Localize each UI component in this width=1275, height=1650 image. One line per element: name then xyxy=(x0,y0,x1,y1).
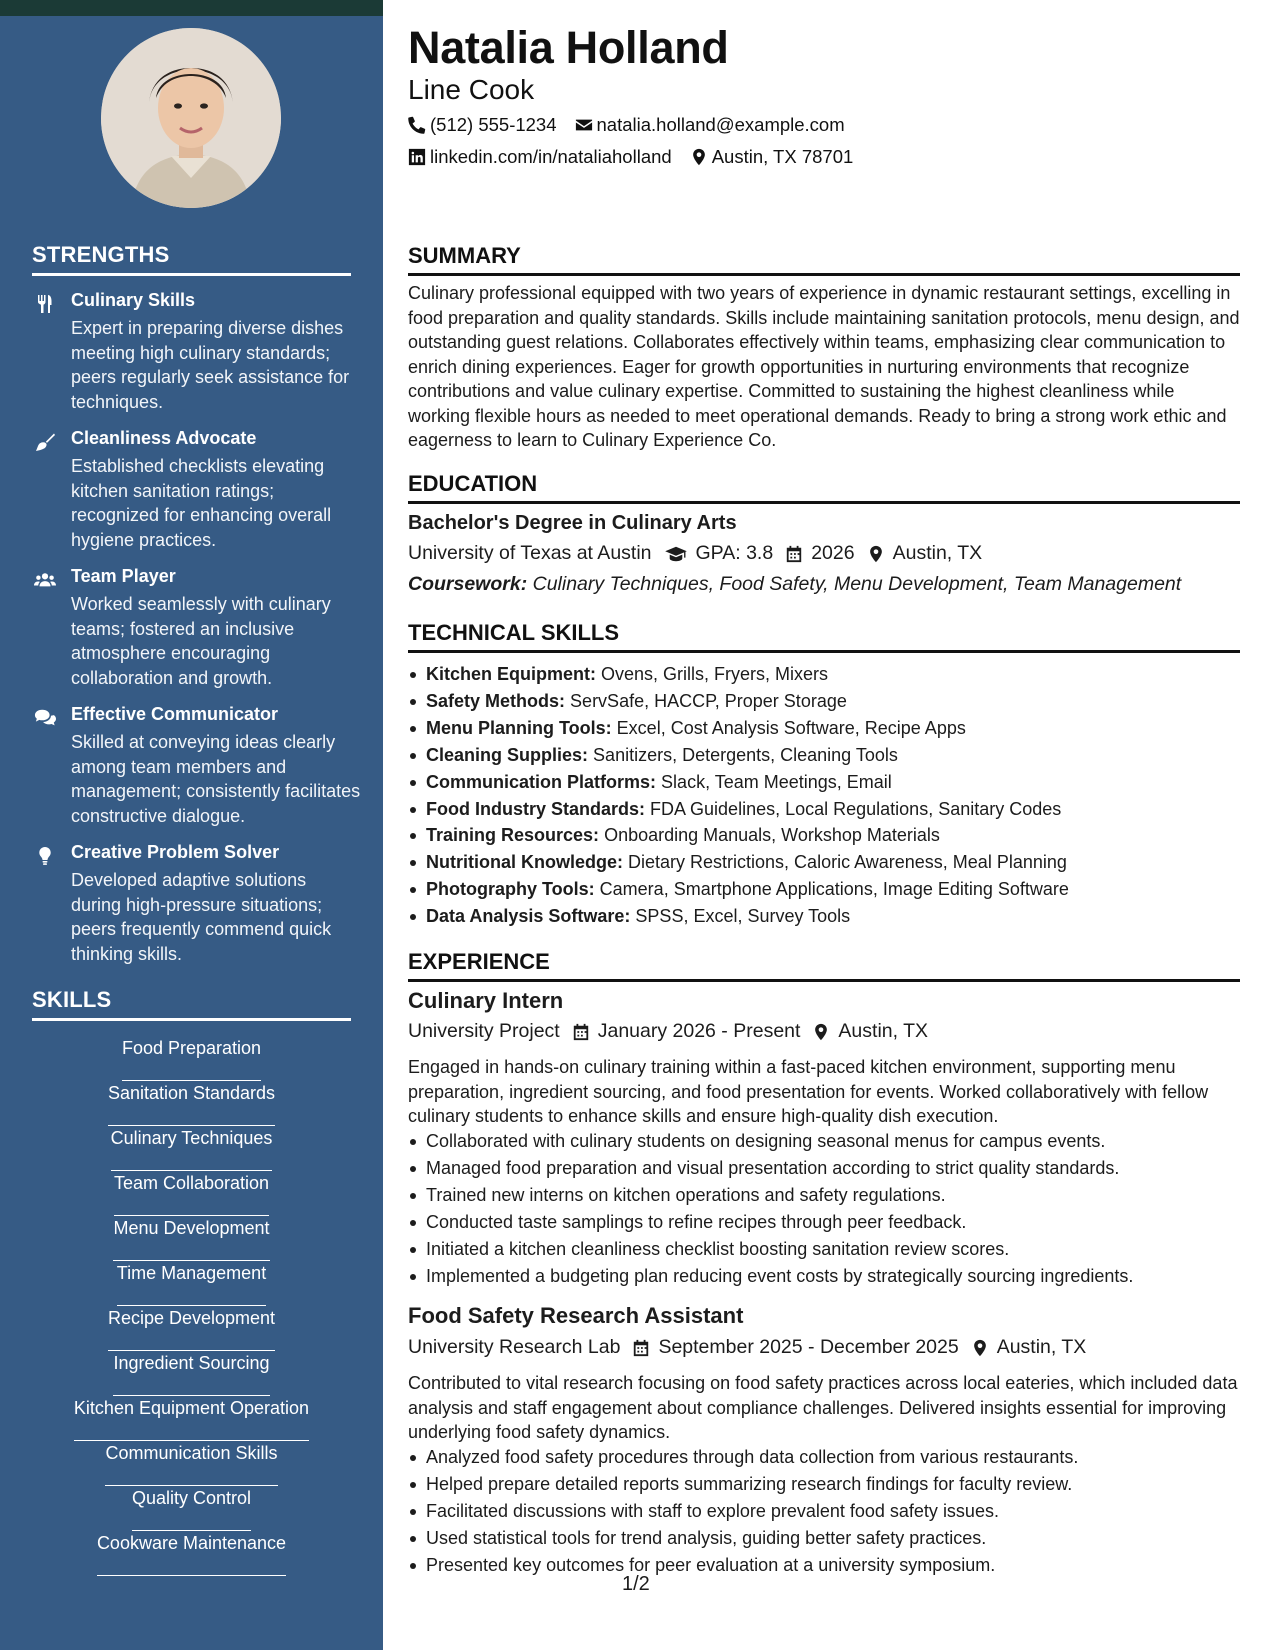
list-item: Food Industry Standards: FDA Guidelines, Local Regulations, Sanitary Codes xyxy=(408,796,1240,823)
job-dates: September 2025 - December 2025 xyxy=(658,1336,959,1358)
education-location: Austin, TX xyxy=(892,542,983,564)
strength-title: Culinary Skills xyxy=(71,290,196,310)
sidebar xyxy=(0,0,383,1650)
technical-skills-list xyxy=(408,661,1240,930)
list-item: Training Resources: Onboarding Manuals, Workshop Materials xyxy=(408,822,1240,849)
skills-list xyxy=(32,1036,351,1576)
list-item: Kitchen Equipment: Ovens, Grills, Fryers, Mixers xyxy=(408,661,1240,688)
list-item: Data Analysis Software: SPSS, Excel, Survey Tools xyxy=(408,903,1240,930)
map-pin-icon xyxy=(971,1339,989,1357)
job-meta xyxy=(408,1020,928,1043)
school-name: University of Texas at Austin xyxy=(408,542,652,564)
experience-heading: EXPERIENCE xyxy=(408,949,1240,982)
strength-description: Expert in preparing diverse dishes meeting high culinary standards; peers regularly seek assistance for techniques. xyxy=(71,318,350,412)
users-icon xyxy=(32,569,58,591)
education-meta xyxy=(408,542,982,565)
job-organization: University Research Lab xyxy=(408,1336,621,1358)
envelope-icon xyxy=(575,116,593,134)
degree-title: Bachelor's Degree in Culinary Arts xyxy=(408,512,737,534)
page-number: 1/2 xyxy=(622,1573,650,1595)
candidate-name: Natalia Holland xyxy=(408,22,729,73)
list-item: Collaborated with culinary students on designing seasonal menus for campus events. xyxy=(408,1128,1240,1155)
utensils-icon xyxy=(32,293,58,315)
skill-tag: Time Management xyxy=(32,1261,351,1306)
sidebar-top-bar xyxy=(0,0,383,16)
skill-tag: Team Collaboration xyxy=(32,1171,351,1216)
list-item: Communication Platforms: Slack, Team Meetings, Email xyxy=(408,769,1240,796)
lightbulb-icon xyxy=(32,845,58,867)
list-item: Presented key outcomes for peer evaluation at a university symposium. xyxy=(408,1552,1240,1579)
technical-skills-heading: TECHNICAL SKILLS xyxy=(408,620,1240,653)
list-item: Helped prepare detailed reports summarizing research findings for faculty review. xyxy=(408,1471,1240,1498)
skill-tag: Communication Skills xyxy=(32,1441,351,1486)
education-heading: EDUCATION xyxy=(408,471,1240,504)
calendar-icon xyxy=(785,545,803,563)
profile-photo xyxy=(101,28,281,208)
skill-tag: Food Preparation xyxy=(32,1036,351,1081)
linkedin-icon xyxy=(408,148,426,166)
comments-icon xyxy=(32,707,58,729)
graduation-year: 2026 xyxy=(811,542,855,564)
broom-icon xyxy=(32,431,58,453)
job-title: Culinary Intern xyxy=(408,988,564,1013)
map-pin-icon xyxy=(867,545,885,563)
skill-tag: Ingredient Sourcing xyxy=(32,1351,351,1396)
summary-heading: SUMMARY xyxy=(408,243,1240,276)
job-dates: January 2026 - Present xyxy=(597,1020,801,1042)
job-role: Line Cook xyxy=(408,74,535,105)
list-item: Used statistical tools for trend analysis, guiding better safety practices. xyxy=(408,1525,1240,1552)
map-pin-icon xyxy=(812,1023,830,1041)
map-pin-icon xyxy=(690,148,708,166)
calendar-icon xyxy=(632,1339,650,1357)
coursework-list: Culinary Techniques, Food Safety, Menu Development, Team Management xyxy=(532,573,1182,595)
strength-description: Established checklists elevating kitchen sanitation ratings; recognized for enhancing overall hygiene practices. xyxy=(71,456,332,550)
gpa-text: GPA: 3.8 xyxy=(695,542,774,564)
strength-description: Worked seamlessly with culinary teams; fostered an inclusive atmosphere encouraging collaboration and growth. xyxy=(71,594,331,688)
strength-title: Creative Problem Solver xyxy=(71,842,280,862)
calendar-icon xyxy=(572,1023,590,1041)
coursework-label: Coursework: xyxy=(408,573,528,595)
linkedin-link[interactable]: linkedin.com/in/nataliaholland xyxy=(430,146,672,167)
list-item: Initiated a kitchen cleanliness checklist boosting sanitation review scores. xyxy=(408,1236,1240,1263)
coursework-line xyxy=(408,573,1181,596)
phone-number[interactable]: (512) 555-1234 xyxy=(430,114,557,135)
job-bullets xyxy=(408,1444,1240,1579)
list-item: Safety Methods: ServSafe, HACCP, Proper Storage xyxy=(408,688,1240,715)
strength-description: Developed adaptive solutions during high-pressure situations; peers frequently commend quick thinking skills. xyxy=(71,870,332,964)
job-bullets xyxy=(408,1128,1240,1289)
job-organization: University Project xyxy=(408,1020,560,1042)
phone-icon xyxy=(408,116,426,134)
strength-description: Skilled at conveying ideas clearly among team members and management; consistently facilitates constructive dialogue. xyxy=(71,732,361,826)
skill-tag: Cookware Maintenance xyxy=(32,1531,351,1576)
list-item: Implemented a budgeting plan reducing event costs by strategically sourcing ingredients. xyxy=(408,1263,1240,1290)
skills-heading: SKILLS xyxy=(32,987,351,1021)
skill-tag: Recipe Development xyxy=(32,1306,351,1351)
job-location: Austin, TX xyxy=(996,1336,1087,1358)
email-link[interactable]: natalia.holland@example.com xyxy=(596,114,845,135)
job-summary: Engaged in hands-on culinary training within a fast-paced kitchen environment, supporting menu preparation, ingredient sourcing, and food presentation for events. Worked collaboratively with fellow culinary students to enhance skills and ensure high-quality dish execution. xyxy=(408,1057,1209,1126)
strength-title: Cleanliness Advocate xyxy=(71,428,257,448)
skill-tag: Culinary Techniques xyxy=(32,1126,351,1171)
job-location: Austin, TX xyxy=(838,1020,929,1042)
skill-tag: Kitchen Equipment Operation xyxy=(32,1396,351,1441)
graduation-cap-icon xyxy=(664,545,688,563)
location-text: Austin, TX 78701 xyxy=(711,146,854,167)
list-item: Nutritional Knowledge: Dietary Restrictions, Caloric Awareness, Meal Planning xyxy=(408,849,1240,876)
strength-title: Effective Communicator xyxy=(71,704,279,724)
list-item: Conducted taste samplings to refine recipes through peer feedback. xyxy=(408,1209,1240,1236)
list-item: Photography Tools: Camera, Smartphone Applications, Image Editing Software xyxy=(408,876,1240,903)
job-summary: Contributed to vital research focusing on food safety practices across local eateries, which included data analysis and staff engagement about compliance challenges. Delivered insights essential for improving underlying food safety dynamics. xyxy=(408,1373,1238,1442)
job-title: Food Safety Research Assistant xyxy=(408,1303,744,1328)
strength-title: Team Player xyxy=(71,566,176,586)
contact-row xyxy=(408,146,853,168)
job-meta xyxy=(408,1336,1086,1359)
list-item: Menu Planning Tools: Excel, Cost Analysis Software, Recipe Apps xyxy=(408,715,1240,742)
list-item: Managed food preparation and visual presentation according to strict quality standards. xyxy=(408,1155,1240,1182)
list-item: Trained new interns on kitchen operations and safety regulations. xyxy=(408,1182,1240,1209)
skill-tag: Sanitation Standards xyxy=(32,1081,351,1126)
summary-text: Culinary professional equipped with two years of experience in dynamic restaurant settings, excelling in food preparation and quality standards. Skills include maintaining sanitation protocols, menu design, and outstanding guest relations. Collaborates effectively within teams, emphasizing clear communication to enrich dining experiences. Eager for growth opportunities in nurturing environments that recognize contributions and value culinary expertise. Committed to sustaining the highest cleanliness while working flexible hours as needed to meet operational demands. Ready to bring a strong work ethic and eagerness to learn to Culinary Experience Co. xyxy=(408,283,1240,450)
contact-row xyxy=(408,114,845,136)
list-item: Cleaning Supplies: Sanitizers, Detergents, Cleaning Tools xyxy=(408,742,1240,769)
list-item: Analyzed food safety procedures through data collection from various restaurants. xyxy=(408,1444,1240,1471)
strengths-heading: STRENGTHS xyxy=(32,242,351,276)
skill-tag: Menu Development xyxy=(32,1216,351,1261)
list-item: Facilitated discussions with staff to explore prevalent food safety issues. xyxy=(408,1498,1240,1525)
skill-tag: Quality Control xyxy=(32,1486,351,1531)
